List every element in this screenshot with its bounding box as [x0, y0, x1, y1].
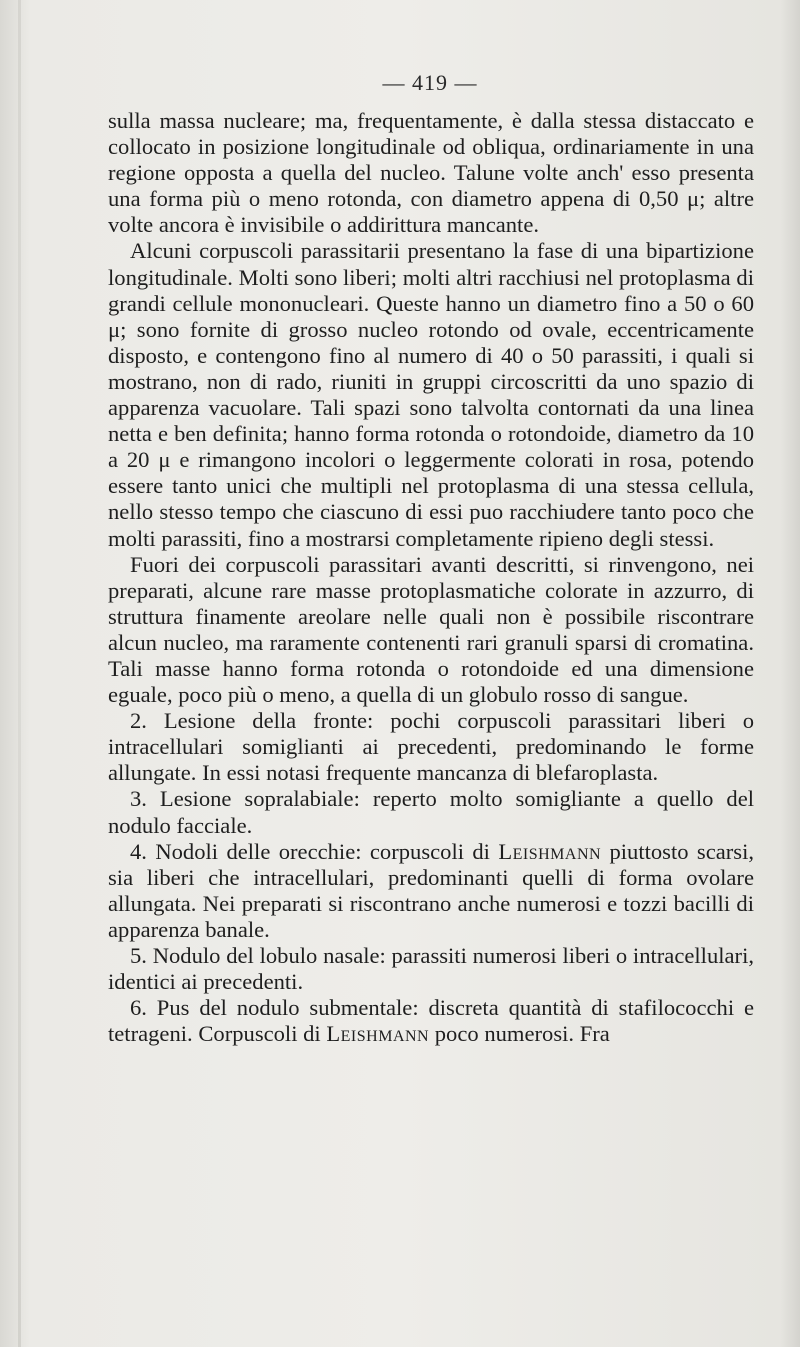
item-4-text-before: 4. Nodoli delle orecchie: corpuscoli di: [130, 838, 499, 864]
author-name-leishmann: Leishmann: [326, 1021, 430, 1047]
paragraph-item-2-forehead: 2. Lesione della fronte: pochi corpuscoli parassitari liberi o intracellulari somiglianti ai precedenti, predominando le forme allungate. In essi notasi frequente mancanza di blefaroplasta.: [108, 708, 754, 786]
paragraph-item-6-submental-pus: [108, 995, 754, 1047]
paragraph-continuation: sulla massa nucleare; ma, frequentamente, è dalla stessa distaccato e collocato in posizione longitudinale od obliqua, ordinariamente in una regione opposta a quella del nucleo. Talune volte anch' esso presenta una forma più o meno rotonda, con diametro appena di 0,50 μ; altre volte ancora è invisibile o addirittura mancante.: [108, 108, 754, 238]
paragraph-bipartition: Alcuni corpuscoli parassitarii presentano la fase di una bipartizione longitudinale. Molti sono liberi; molti altri racchiusi nel protoplasma di grandi cellule mononucleari. Queste hanno un diametro fino a 50 o 60 μ; sono fornite di grosso nucleo rotondo od ovale, eccentricamente disposto, e contengono fino al numero di 40 o 50 parassiti, i quali si mostrano, non di rado, riuniti in gruppi circoscritti da uno spazio di apparenza vacuolare. Tali spazi sono talvolta contornati da una linea netta e ben definita; hanno forma rotonda o rotondoide, diametro da 10 a 20 μ e rimangono incolori o leggermente colorati in rosa, potendo essere tanto unici che multipli nel protoplasma di una stessa cellula, nello stesso tempo che ciascuno di essi puo racchiudere tanto poco che molti parassiti, fino a mostrarsi completamente ripieno degli stessi.: [108, 238, 754, 551]
body-text: [108, 108, 754, 1047]
paragraph-item-4-ear-nodules: [108, 839, 754, 943]
item-6-text-after: poco numerosi. Fra: [429, 1021, 610, 1047]
item-6-text-before: 6. Pus del nodulo submentale: discreta quantità di stafilococchi e tetrageni. Corpuscoli di: [108, 995, 754, 1047]
paragraph-item-3-upper-lip: 3. Lesione sopralabiale: reperto molto somigliante a quello del nodulo facciale.: [108, 786, 754, 838]
paragraph-protoplasmic-masses: Fuori dei corpuscoli parassitari avanti descritti, si rinvengono, nei preparati, alcune rare masse protoplasmatiche colorate in azzurro, di struttura finamente areolare nelle quali non è possibile riscontrare alcun nucleo, ma raramente contenenti rari granuli sparsi di cromatina. Tali masse hanno forma rotonda o rotondoide ed una dimensione eguale, poco più o meno, a quella di un globulo rosso di sangue.: [108, 551, 754, 708]
item-4-text-after: piuttosto scarsi, sia liberi che intracellulari, predominanti quelli di forma ovolare allungata. Nei preparati si riscontrano anche numerosi e tozzi bacilli di apparenza banale.: [108, 838, 755, 942]
page-number: — 419 —: [382, 70, 478, 95]
page-fold-shadow: [18, 0, 21, 1347]
paragraph-item-5-nasal-lobule: 5. Nodulo del lobulo nasale: parassiti numerosi liberi o intracellulari, identici ai precedenti.: [108, 943, 754, 995]
author-name-leishmann: Leishmann: [498, 838, 602, 864]
